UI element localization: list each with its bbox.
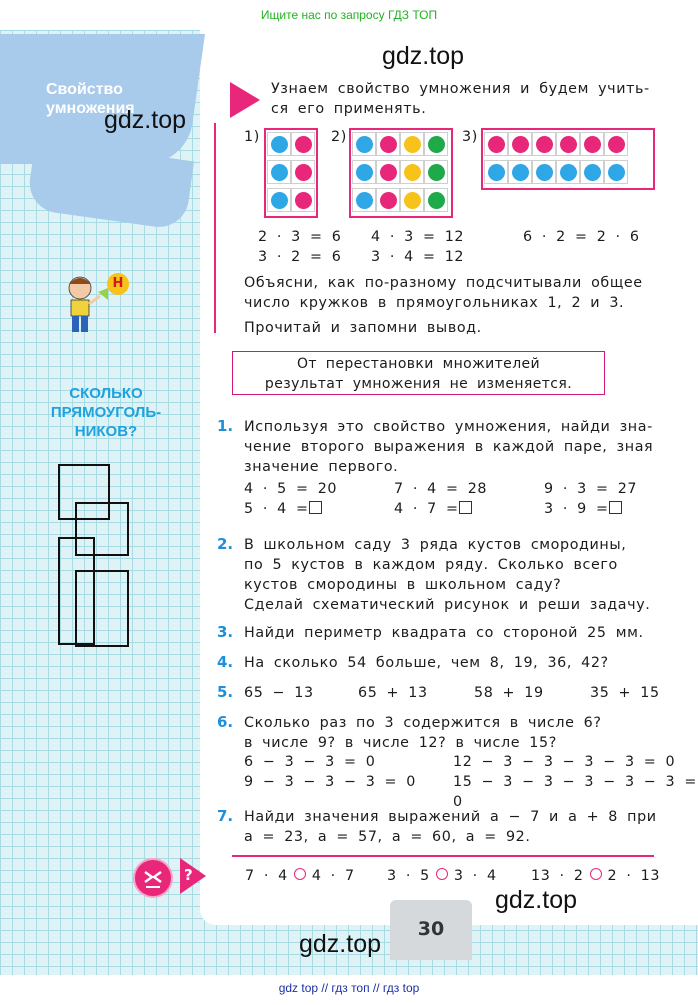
task-7-line1: Найди значения выражений a − 7 и a + 8 при bbox=[244, 809, 657, 825]
grid-cell bbox=[291, 188, 315, 212]
task-number: 5. bbox=[217, 683, 234, 701]
dots-grid-3 bbox=[481, 128, 655, 190]
green-dot bbox=[428, 192, 445, 209]
grid-cell bbox=[267, 188, 291, 212]
sidebar-question-line3: НИКОВ? bbox=[74, 423, 138, 440]
blue-dot bbox=[584, 164, 601, 181]
task-1-expr: 7 · 4 = 28 bbox=[394, 481, 488, 497]
yellow-dot bbox=[404, 136, 421, 153]
puzzle-rectangle bbox=[75, 570, 129, 647]
watermark: gdz.top bbox=[382, 42, 465, 70]
pink-dot bbox=[560, 136, 577, 153]
answer-box[interactable] bbox=[309, 501, 322, 514]
task-6-line1: Сколько раз по 3 содержится в числе 6? bbox=[244, 715, 602, 731]
explain-read: Прочитай и запомни вывод. bbox=[244, 320, 482, 336]
grid-cell bbox=[376, 132, 400, 156]
task-1-expr: 4 · 5 = 20 bbox=[244, 481, 338, 497]
figure-label-2: 2) bbox=[331, 129, 347, 145]
sidebar-title-line2: умножения bbox=[46, 100, 135, 117]
task-3-text: Найди периметр квадрата со стороной 25 мм. bbox=[244, 625, 644, 641]
pink-dot bbox=[295, 164, 312, 181]
task-1-line2: чение второго выражения в каждой паре, зная bbox=[244, 439, 654, 455]
section-arrow-icon bbox=[230, 82, 260, 118]
task-1-col-b bbox=[394, 479, 487, 519]
sidebar-question-line2: ПРЯМОУГОЛЬ- bbox=[50, 404, 162, 421]
task-number: 2. bbox=[217, 535, 234, 553]
grid-cell bbox=[352, 160, 376, 184]
task-1-expr: 3 · 9 = bbox=[544, 501, 609, 517]
bottom-banner bbox=[0, 975, 698, 1005]
grid-cell bbox=[400, 188, 424, 212]
grid-cell bbox=[267, 132, 291, 156]
task-7-text bbox=[244, 807, 657, 847]
task-number: 6. bbox=[217, 713, 234, 731]
task-number: 4. bbox=[217, 653, 234, 671]
explain-text bbox=[244, 273, 643, 313]
pink-dot bbox=[380, 164, 397, 181]
grid-cell bbox=[376, 188, 400, 212]
grid-cell bbox=[376, 160, 400, 184]
figure-label-1: 1) bbox=[244, 129, 260, 145]
grid-cell bbox=[484, 132, 508, 156]
grid-cell bbox=[556, 132, 580, 156]
hint-badge: Н bbox=[107, 273, 129, 295]
grid-cell bbox=[424, 160, 448, 184]
equations-pair-1 bbox=[258, 227, 341, 267]
pink-dot bbox=[512, 136, 529, 153]
task-6-col-a bbox=[244, 752, 416, 792]
answer-box[interactable] bbox=[609, 501, 622, 514]
divider bbox=[232, 855, 654, 857]
task-1-expr: 4 · 7 = bbox=[394, 501, 459, 517]
blue-dot bbox=[271, 164, 288, 181]
sidebar-question-line1: СКОЛЬКО bbox=[69, 385, 143, 402]
task-7-line2: a = 23, a = 57, a = 60, a = 92. bbox=[244, 829, 531, 845]
equation: 3 · 2 = 6 bbox=[258, 249, 342, 265]
grid-cell bbox=[291, 160, 315, 184]
grid-cell bbox=[532, 132, 556, 156]
explain-line2: число кружков в прямоугольниках 1, 2 и 3. bbox=[244, 295, 625, 311]
answer-box[interactable] bbox=[459, 501, 472, 514]
task-number: 7. bbox=[217, 807, 234, 825]
grid-cell bbox=[352, 188, 376, 212]
watermark: gdz.top bbox=[104, 106, 187, 134]
equation: 3 · 4 = 12 bbox=[371, 249, 465, 265]
blue-dot bbox=[608, 164, 625, 181]
grid-cell bbox=[267, 160, 291, 184]
green-dot bbox=[428, 164, 445, 181]
pink-dot bbox=[380, 192, 397, 209]
task-1-expr: 9 · 3 = 27 bbox=[544, 481, 638, 497]
task-5-expr: 65 − 13 bbox=[244, 685, 314, 701]
compare-left: 13 · 2 bbox=[531, 868, 584, 884]
watermark: gdz.top bbox=[495, 886, 578, 914]
blue-dot bbox=[536, 164, 553, 181]
rectangles-puzzle bbox=[55, 462, 135, 647]
blue-dot bbox=[488, 164, 505, 181]
figure-label-3: 3) bbox=[462, 129, 478, 145]
grid-cell bbox=[424, 188, 448, 212]
grid-cell bbox=[352, 132, 376, 156]
task-2-line3: кустов смородины в школьном саду? bbox=[244, 577, 562, 593]
grid-cell bbox=[580, 132, 604, 156]
compare-pair-3 bbox=[531, 866, 660, 886]
compare-symbol-icon bbox=[135, 860, 171, 896]
task-1-line1: Используя это свойство умножения, найди зна- bbox=[244, 419, 653, 435]
grid-cell bbox=[508, 132, 532, 156]
task-1-col-a bbox=[244, 479, 337, 519]
explain-line1: Объясни, как по-разному подсчитывали общее bbox=[244, 275, 643, 291]
grid-cell bbox=[508, 160, 532, 184]
task-1-text bbox=[244, 417, 653, 477]
blue-dot bbox=[271, 136, 288, 153]
grid-cell bbox=[400, 132, 424, 156]
green-dot bbox=[428, 136, 445, 153]
pink-dot bbox=[584, 136, 601, 153]
task-6-text bbox=[244, 713, 602, 753]
equation: 4 · 3 = 12 bbox=[371, 229, 465, 245]
pink-dot bbox=[488, 136, 505, 153]
task-6-expr: 6 − 3 − 3 = 0 bbox=[244, 754, 376, 770]
rule-box bbox=[232, 351, 605, 395]
pink-dot bbox=[608, 136, 625, 153]
compare-right: 3 · 4 bbox=[453, 868, 497, 884]
rule-line1: От перестановки множителей bbox=[296, 356, 541, 372]
dots-grid-1 bbox=[264, 128, 318, 218]
task-6-col-b bbox=[453, 752, 698, 812]
top-banner bbox=[0, 0, 698, 30]
grid-cell bbox=[291, 132, 315, 156]
grid-cell bbox=[532, 160, 556, 184]
task-2-line1: В школьном саду 3 ряда кустов смородины, bbox=[244, 537, 627, 553]
task-5-expr: 35 + 15 bbox=[590, 685, 660, 701]
page-number-tab bbox=[390, 900, 472, 960]
compare-pair-2 bbox=[387, 866, 497, 886]
pink-dot bbox=[295, 192, 312, 209]
compare-left: 3 · 5 bbox=[387, 868, 430, 884]
blue-dot bbox=[271, 192, 288, 209]
pink-dot bbox=[380, 136, 397, 153]
blue-dot bbox=[356, 136, 373, 153]
equations-pair-2 bbox=[371, 227, 464, 267]
intro-line2: ся его применять. bbox=[271, 101, 427, 117]
grid-cell bbox=[604, 160, 628, 184]
task-6-expr: 15 − 3 − 3 − 3 − 3 − 3 = 0 bbox=[453, 774, 697, 810]
section-line bbox=[214, 123, 216, 333]
task-1-line3: значение первого. bbox=[244, 459, 399, 475]
grid-cell bbox=[556, 160, 580, 184]
grid-cell bbox=[400, 160, 424, 184]
equation-3: 6 · 2 = 2 · 6 bbox=[523, 229, 640, 245]
pink-dot bbox=[295, 136, 312, 153]
page-number: 30 bbox=[417, 918, 445, 940]
task-2-line4: Сделай схематический рисунок и реши задачу. bbox=[244, 597, 651, 613]
compare-right: 2 · 13 bbox=[607, 868, 661, 884]
bottom-banner-text: gdz top // гдз топ // гдз top bbox=[278, 981, 420, 995]
sidebar-question bbox=[46, 384, 166, 441]
intro-line1: Узнаем свойство умножения и будем учить- bbox=[271, 81, 650, 97]
yellow-dot bbox=[404, 164, 421, 181]
task-5-expr: 58 + 19 bbox=[474, 685, 544, 701]
blue-dot bbox=[356, 192, 373, 209]
intro-text bbox=[271, 79, 650, 119]
pink-dot bbox=[536, 136, 553, 153]
grid-cell bbox=[484, 160, 508, 184]
compare-ring[interactable] bbox=[590, 868, 602, 880]
grid-cell bbox=[424, 132, 448, 156]
grid-cell bbox=[604, 132, 628, 156]
task-number: 3. bbox=[217, 623, 234, 641]
task-5-expr: 65 + 13 bbox=[358, 685, 428, 701]
question-mark: ? bbox=[184, 866, 193, 884]
dots-grid-2 bbox=[349, 128, 453, 218]
equation: 2 · 3 = 6 bbox=[258, 229, 342, 245]
task-4-text: На сколько 54 больше, чем 8, 19, 36, 42? bbox=[244, 655, 609, 671]
top-banner-text: Ищите нас по запросу ГДЗ ТОП bbox=[260, 8, 438, 22]
compare-left: 7 · 4 bbox=[245, 868, 288, 884]
grid-cell bbox=[580, 160, 604, 184]
sidebar-title-line1: Свойство bbox=[46, 81, 123, 98]
compare-ring[interactable] bbox=[436, 868, 448, 880]
task-6-expr: 12 − 3 − 3 − 3 − 3 = 0 bbox=[453, 754, 676, 770]
task-6-line2: в числе 9? в числе 12? в числе 15? bbox=[244, 735, 557, 751]
blue-dot bbox=[356, 164, 373, 181]
compare-pair-1 bbox=[245, 866, 355, 886]
compare-ring[interactable] bbox=[294, 868, 306, 880]
blue-dot bbox=[560, 164, 577, 181]
yellow-dot bbox=[404, 192, 421, 209]
compare-icon bbox=[133, 858, 173, 898]
blue-dot bbox=[512, 164, 529, 181]
task-1-expr: 5 · 4 = bbox=[244, 501, 309, 517]
compare-right: 4 · 7 bbox=[311, 868, 355, 884]
rule-line2: результат умножения не изменяется. bbox=[264, 376, 573, 392]
watermark: gdz.top bbox=[299, 930, 382, 958]
task-2-text bbox=[244, 535, 650, 615]
task-1-col-c bbox=[544, 479, 637, 519]
task-6-expr: 9 − 3 − 3 − 3 = 0 bbox=[244, 774, 416, 790]
task-2-line2: по 5 кустов в каждом ряду. Сколько всего bbox=[244, 557, 618, 573]
task-number: 1. bbox=[217, 417, 234, 435]
